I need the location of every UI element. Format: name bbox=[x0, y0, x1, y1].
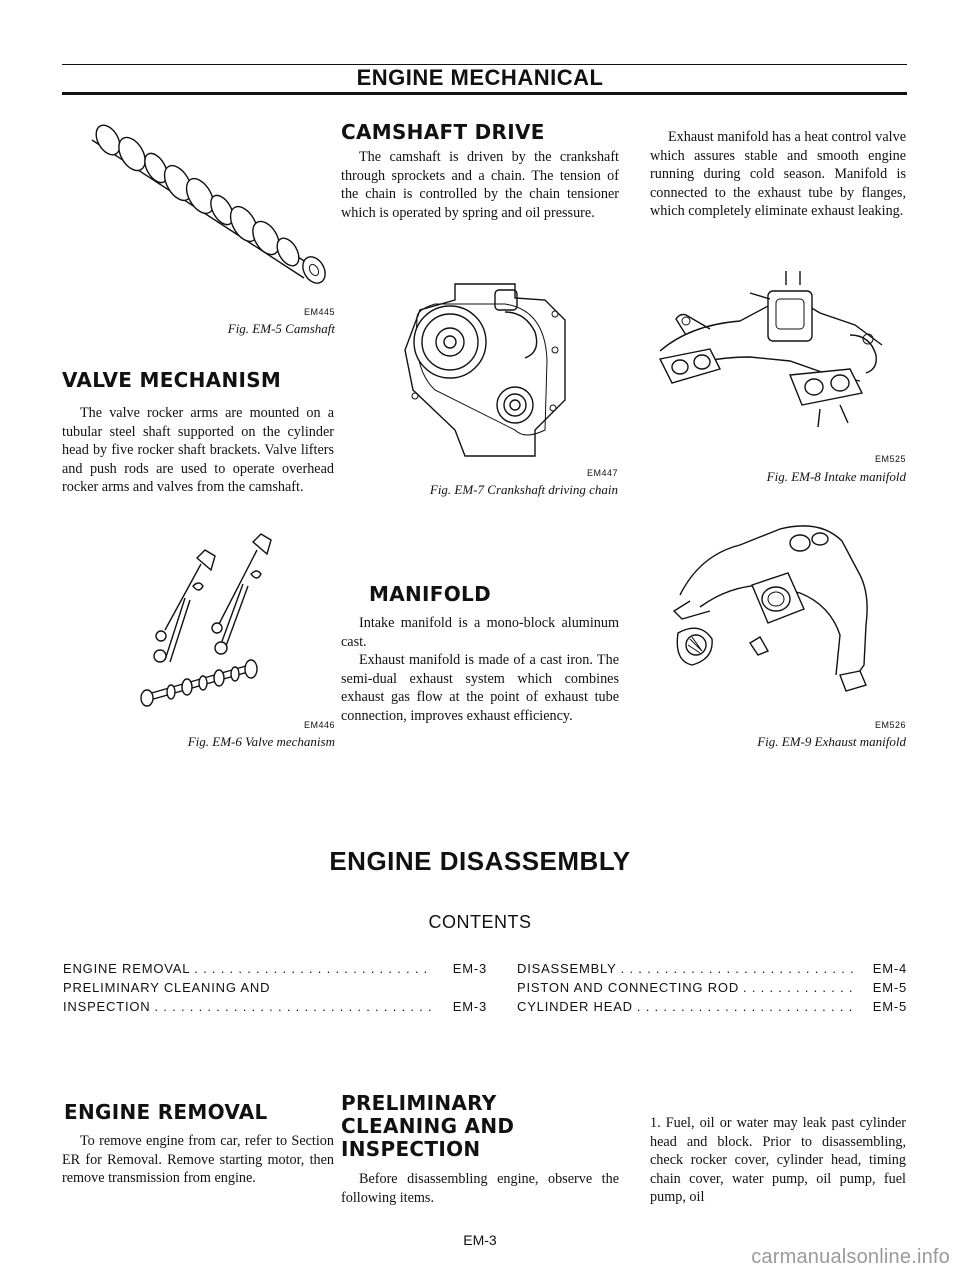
figure-code-em9: EM526 bbox=[874, 720, 906, 730]
camshaft-drive-heading: CAMSHAFT DRIVE bbox=[341, 120, 545, 144]
engine-removal-text: To remove engine from car, refer to Section ER for Removal. Remove starting motor, then remove transmission from engine. bbox=[62, 1133, 334, 1187]
preliminary-text: Before disassembling engine, observe the following items. bbox=[341, 1171, 619, 1206]
figure-caption-em6: Fig. EM-6 Valve mechanism bbox=[187, 734, 335, 749]
manifold-heading: MANIFOLD bbox=[369, 582, 491, 606]
engine-removal-heading: ENGINE REMOVAL bbox=[64, 1100, 268, 1124]
toc-dot-leader bbox=[190, 961, 433, 976]
crankshaft-sprocket bbox=[497, 387, 533, 423]
figure-caption-em8: Fig. EM-8 Intake manifold bbox=[766, 469, 906, 484]
toc-item-preliminary-line1[interactable] bbox=[63, 980, 487, 995]
toc-dot-leader bbox=[633, 999, 853, 1014]
valve-camshaft bbox=[141, 660, 257, 706]
toc-dot-leader bbox=[739, 980, 853, 995]
toc-item-label: PISTON AND CONNECTING ROD bbox=[517, 980, 740, 995]
exhaust-flange-gasket bbox=[677, 628, 712, 665]
camshaft-drive-text: The camshaft is driven by the crankshaft through sprockets and a chain. The tension of the chain is controlled by the chain tensioner which is operated by spring and oil pressure. bbox=[341, 149, 619, 221]
toc-item-inspection[interactable] bbox=[63, 999, 487, 1014]
header-bottom-rule bbox=[62, 92, 907, 95]
preliminary-heading-line3: INSPECTION bbox=[341, 1137, 481, 1161]
toc-item-page: EM-5 bbox=[872, 999, 907, 1014]
preliminary-heading-line2: CLEANING AND bbox=[341, 1114, 515, 1138]
carburetor-flange-left bbox=[660, 349, 720, 383]
contents-label: CONTENTS bbox=[428, 912, 532, 932]
toc-item-label: CYLINDER HEAD bbox=[517, 999, 633, 1014]
toc-item-cylinder-head[interactable] bbox=[517, 999, 907, 1014]
figure-code-em6: EM446 bbox=[303, 720, 335, 730]
toc-item-label: PRELIMINARY CLEANING AND bbox=[63, 980, 271, 995]
toc-item-page: EM-5 bbox=[872, 980, 907, 995]
camshaft-sprocket bbox=[414, 306, 486, 378]
manifold-text-p1: Intake manifold is a mono-block aluminum cast. bbox=[341, 615, 619, 650]
figure-caption-em7: Fig. EM-7 Crankshaft driving chain bbox=[429, 482, 618, 497]
chain-tensioner bbox=[505, 312, 537, 358]
inspection-item-1: 1. Fuel, oil or water may leak past cylinder head and block. Prior to disassembling, check rocker cover, cylinder head, timing chain cover, water pump, oil pump, fuel pump, oil bbox=[650, 1115, 906, 1206]
valve-mechanism-heading: VALVE MECHANISM bbox=[62, 368, 282, 392]
carburetor-flange-right bbox=[790, 369, 862, 405]
preliminary-heading-line1: PRELIMINARY bbox=[341, 1091, 497, 1115]
figure-caption-em5: Fig. EM-5 Camshaft bbox=[227, 321, 335, 336]
rocker-assembly-right bbox=[212, 534, 271, 654]
timing-chain-illustration bbox=[395, 280, 575, 460]
toc-item-label: INSPECTION bbox=[63, 999, 151, 1014]
toc-item-page: EM-4 bbox=[872, 961, 907, 976]
rocker-assembly-left bbox=[154, 550, 215, 662]
toc-item-engine-removal[interactable] bbox=[63, 961, 487, 976]
manifold-text-p2: Exhaust manifold is made of a cast iron. The semi-dual exhaust system which combines exhaust gas flow at the point of exhaust tube connection, improves exhaust efficiency. bbox=[341, 652, 619, 724]
toc-item-label: DISASSEMBLY bbox=[517, 961, 617, 976]
toc-item-disassembly[interactable] bbox=[517, 961, 907, 976]
toc-dot-leader bbox=[150, 999, 433, 1014]
engine-disassembly-title: ENGINE DISASSEMBLY bbox=[329, 846, 631, 876]
page-header-title: ENGINE MECHANICAL bbox=[356, 65, 604, 90]
watermark: carmanualsonline.info bbox=[751, 1246, 950, 1268]
heat-control-valve bbox=[752, 573, 804, 623]
camshaft-lobes bbox=[91, 121, 329, 287]
exhaust-heat-control-text: Exhaust manifold has a heat control valve which assures stable and smooth engine running during cold season. Manifold is connected to the exhaust tube by flanges, which completely eliminate exhaust leaking. bbox=[650, 129, 906, 220]
toc-dot-leader bbox=[617, 961, 853, 976]
toc-item-label: ENGINE REMOVAL bbox=[63, 961, 191, 976]
figure-code-em7: EM447 bbox=[586, 468, 618, 478]
intake-manifold-illustration bbox=[650, 265, 895, 445]
valve-mechanism-illustration bbox=[135, 528, 285, 708]
toc-item-page: EM-3 bbox=[452, 961, 487, 976]
exhaust-manifold-illustration bbox=[670, 515, 880, 700]
figure-code-em8: EM525 bbox=[874, 454, 906, 464]
toc-item-piston-connecting-rod[interactable] bbox=[517, 980, 907, 995]
page-number: EM-3 bbox=[463, 1232, 497, 1248]
figure-code-em5: EM445 bbox=[303, 307, 335, 317]
valve-mechanism-text: The valve rocker arms are mounted on a tubular steel shaft supported on the cylinder head by five rocker shaft brackets. Valve lifters and push rods are used to operate overhead rocker arms and valves from the camshaft. bbox=[62, 405, 334, 496]
toc-item-page: EM-3 bbox=[452, 999, 487, 1014]
preliminary-heading bbox=[341, 1092, 514, 1161]
camshaft-illustration bbox=[90, 110, 330, 290]
figure-caption-em9: Fig. EM-9 Exhaust manifold bbox=[757, 734, 906, 749]
